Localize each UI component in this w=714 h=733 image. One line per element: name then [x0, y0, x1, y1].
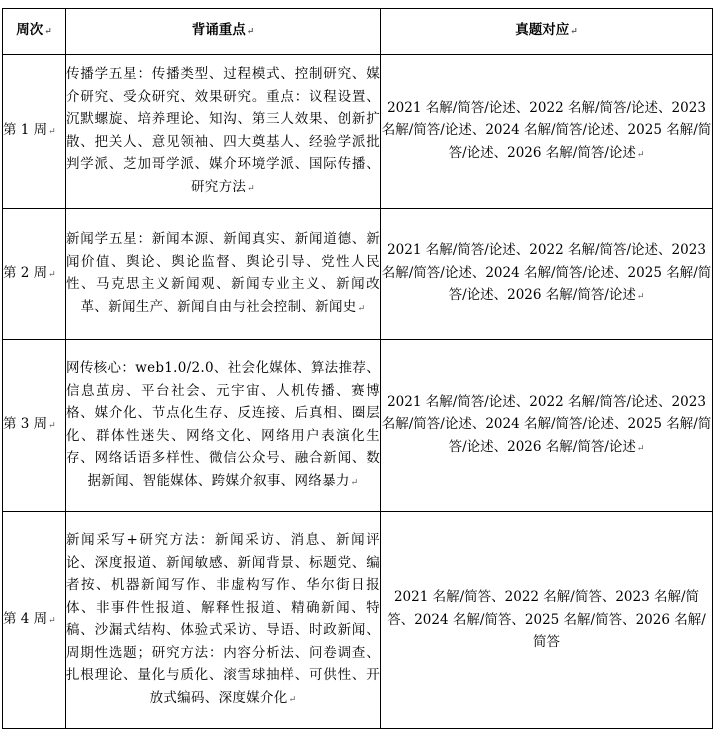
exam-cell [381, 340, 713, 512]
week-cell [3, 340, 66, 512]
return-mark: ↵ [48, 269, 56, 280]
week-cell [3, 209, 66, 340]
exam-text: 2021 名解/简答/论述、2022 名解/简答/论述、2023 名解/简答/论述、2024 名解/简答/论述、2025 名解/简答/论述、2026 名解/简答/论述 [381, 393, 712, 455]
return-mark: ↵ [48, 615, 56, 626]
header-exam [381, 9, 713, 55]
focus-text: 新闻采写+研究方法：新闻采访、消息、新闻评论、深度报道、新闻敏感、新闻背景、标题党、编者按、机器新闻写作、非虚构写作、华尔街日报体、非事件性报道、解释性报道、精确新闻、特稿、沙漏式结构、体验式采访、导语、时政新闻、周期性选题；研究方法：内容分析法、问卷调查、扎根理论、量化与质化、滚雪球抽样、可供性、开放式编码、深度媒介化 [66, 532, 380, 706]
exam-text: 2021 名解/简答/论述、2022 名解/简答/论述、2023 名解/简答/论述、2024 名解/简答/论述、2025 名解/简答/论述、2026 名解/简答/论述 [381, 99, 712, 161]
return-mark: ↵ [246, 27, 255, 38]
return-mark: ↵ [636, 443, 645, 454]
week-label: 第 4 周 [3, 610, 48, 627]
focus-cell [66, 512, 381, 729]
return-mark: ↵ [350, 477, 359, 488]
header-exam-label: 真题对应 [515, 22, 570, 39]
return-mark: ↵ [570, 27, 578, 38]
return-mark: ↵ [48, 421, 56, 432]
focus-cell [66, 209, 381, 340]
return-mark: ↵ [247, 183, 256, 194]
return-mark: ↵ [288, 694, 297, 705]
focus-text: 网传核心：web1.0/2.0、社会化媒体、算法推荐、信息茧房、平台社会、元宇宙、人机传播、赛博格、媒介化、节点化生存、反连接、后真相、圈层化、群体性迷失、网络文化、网络用户表演化生存、网络话语多样性、微信公众号、融合新闻、数据新闻、智能媒体、跨媒介叙事、网络暴力 [66, 360, 380, 489]
table-row-week-2 [3, 209, 713, 340]
exam-cell [381, 512, 713, 729]
header-row [3, 9, 713, 55]
header-week [3, 9, 66, 55]
table-row-week-3 [3, 340, 713, 512]
return-mark: ↵ [48, 127, 56, 138]
return-mark: ↵ [44, 27, 52, 38]
week-label: 第 1 周 [3, 122, 48, 139]
study-plan-table [2, 8, 713, 729]
week-cell [3, 55, 66, 209]
week-label: 第 3 周 [3, 416, 48, 433]
header-focus-label: 背诵重点 [191, 22, 246, 39]
table-row-week-4 [3, 512, 713, 729]
header-focus [66, 9, 381, 55]
header-week-label: 周次 [16, 22, 44, 39]
table-row-week-1 [3, 55, 713, 209]
focus-cell [66, 340, 381, 512]
focus-cell [66, 55, 381, 209]
exam-text: 2021 名解/简答、2022 名解/简答、2023 名解/简答、2024 名解/简答、2025 名解/简答、2026 名解/简答 [387, 589, 706, 651]
focus-text: 传播学五星：传播类型、过程模式、控制研究、媒介研究、受众研究、效果研究。重点：议程设置、沉默螺旋、培养理论、知沟、第三人效果、创新扩散、把关人、意见领袖、四大奠基人、经验学派批判学派、芝加哥学派、媒介环境学派、国际传播、研究方法 [66, 66, 380, 195]
return-mark: ↵ [357, 303, 366, 314]
exam-text: 2021 名解/简答/论述、2022 名解/简答/论述、2023 名解/简答/论述、2024 名解/简答/论述、2025 名解/简答/论述、2026 名解/简答/论述 [381, 242, 712, 304]
return-mark: ↵ [636, 149, 645, 160]
exam-cell [381, 209, 713, 340]
return-mark: ↵ [636, 292, 645, 303]
focus-text: 新闻学五星：新闻本源、新闻真实、新闻道德、新闻价值、舆论、舆论监督、舆论引导、党性人民性、马克思主义新闻观、新闻专业主义、新闻改革、新闻生产、新闻自由与社会控制、新闻史 [66, 231, 380, 315]
week-label: 第 2 周 [3, 264, 48, 281]
week-cell [3, 512, 66, 729]
exam-cell [381, 55, 713, 209]
